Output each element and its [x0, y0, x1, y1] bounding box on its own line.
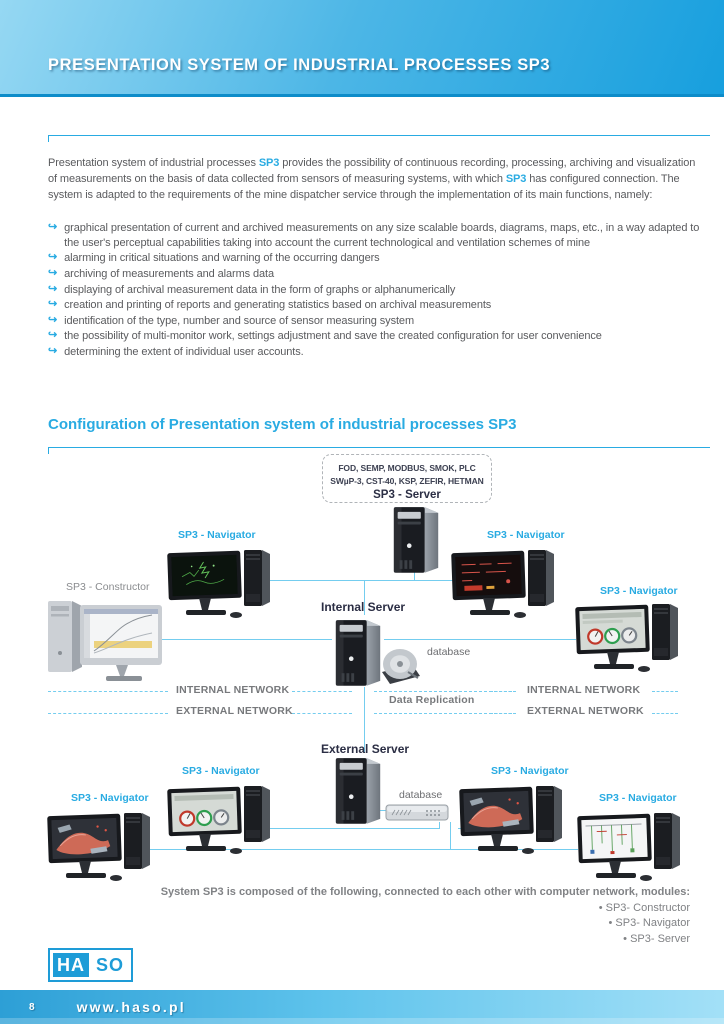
- feature-list: [48, 221, 704, 361]
- protocols-line: SWµP-3, CST-40, KSP, ZEFIR, HETMAN: [330, 475, 484, 486]
- website-link[interactable]: www.haso.pl: [76, 999, 186, 1015]
- haso-logo-right: SO: [92, 953, 128, 977]
- feature-item: [48, 329, 704, 344]
- divider-line-top: [48, 135, 710, 136]
- label-external-network: EXTERNAL NETWORK: [527, 705, 644, 717]
- arrow-bullet-icon: ↪: [48, 329, 58, 342]
- arrow-bullet-icon: ↪: [48, 266, 58, 279]
- network-dashed-line: [652, 691, 678, 692]
- footer-bar: [0, 990, 724, 1024]
- server-tower-graphic: [388, 502, 444, 574]
- feature-item: [48, 267, 704, 282]
- protocols-server-label: SP3 - Server: [373, 488, 441, 501]
- navigator-workstation-graphic: [458, 778, 568, 860]
- label-external-network: EXTERNAL NETWORK: [176, 705, 293, 717]
- feature-item: [48, 251, 704, 266]
- network-dashed-line: [48, 713, 168, 714]
- hard-disk-icon: [378, 642, 424, 686]
- haso-logo-left: HA: [53, 953, 89, 977]
- feature-item: [48, 314, 704, 329]
- page-header: [0, 0, 724, 97]
- protocols-line: FOD, SEMP, MODBUS, SMOK, PLC: [338, 463, 476, 473]
- network-dashed-line: [292, 713, 352, 714]
- intro-text: Presentation system of industrial processes: [48, 157, 259, 169]
- navigator-workstation-graphic: [450, 542, 560, 624]
- network-dashed-line: [490, 691, 516, 692]
- page-title: PRESENTATION SYSTEM OF INDUSTRIAL PROCESSES SP3: [48, 56, 551, 74]
- label-sp3-navigator: SP3 - Navigator: [487, 529, 565, 541]
- server-tower-graphic: [330, 753, 386, 825]
- connector-line: [150, 639, 332, 640]
- section-heading: Configuration of Presentation system of industrial processes SP3: [48, 416, 517, 433]
- navigator-workstation-graphic: [574, 596, 684, 678]
- feature-item: [48, 345, 704, 360]
- navigator-workstation-graphic: [46, 805, 156, 887]
- feature-text: determining the extent of individual user accounts.: [64, 346, 304, 358]
- label-external-server: External Server: [321, 742, 410, 756]
- feature-text: creation and printing of reports and generating statistics based on archival measurements: [64, 299, 492, 312]
- feature-text: displaying of archival measurement data in the form of graphs or alphanumerically: [64, 283, 456, 296]
- protocols-box: [322, 454, 492, 503]
- label-internal-server: Internal Server: [321, 600, 406, 614]
- network-diagram: [0, 450, 724, 888]
- navigator-workstation-graphic: [166, 778, 276, 860]
- sp3-highlight: SP3: [505, 172, 527, 185]
- feature-text: graphical presentation of current and archived measurements on any size scalable boards, diagrams, maps, etc., in a way adapted to the user's perceptual capabilities taking into account the current technological and ventilation schemes of mine: [64, 222, 700, 249]
- arrow-bullet-icon: ↪: [48, 282, 58, 295]
- network-dashed-line: [652, 713, 678, 714]
- label-sp3-navigator: SP3 - Navigator: [71, 792, 149, 804]
- label-sp3-navigator: SP3 - Navigator: [178, 529, 256, 541]
- connector-line: [268, 828, 440, 829]
- composition-heading: System SP3 is composed of the following, connected to each other with computer network, modules:: [160, 886, 690, 898]
- feature-text: alarming in critical situations and warning of the occurring dangers: [64, 252, 380, 265]
- database-rack-icon: [385, 802, 449, 824]
- label-data-replication: Data Replication: [389, 694, 475, 706]
- label-sp3-navigator: SP3 - Navigator: [600, 585, 678, 597]
- connector-line: [384, 639, 576, 640]
- label-sp3-navigator: SP3 - Navigator: [491, 765, 569, 777]
- arrow-bullet-icon: ↪: [48, 345, 58, 357]
- haso-logo: [48, 948, 133, 982]
- arrow-bullet-icon: ↪: [48, 221, 58, 233]
- intro-text: provides the possibility of continuous recording, processing, archiving and visualization of measurements on the basis of data collected from sensors of measuring systems, with which: [48, 157, 696, 185]
- arrow-bullet-icon: ↪: [48, 251, 58, 264]
- feature-text: the possibility of multi-monitor work, settings adjustment and save the created configuration for user convenience: [64, 330, 602, 343]
- page-number: 8: [29, 1001, 35, 1013]
- feature-item: [48, 298, 704, 313]
- connector-line: [252, 580, 462, 581]
- composition-note: [161, 886, 690, 947]
- sp3-highlight: SP3: [258, 157, 280, 169]
- arrow-bullet-icon: ↪: [48, 313, 58, 326]
- intro-text: has configured connection. The system is adapted to the requirements of the mine dispatcher service through the implementation of its main functions, namely:: [48, 172, 680, 201]
- label-database: database: [399, 789, 443, 801]
- label-sp3-navigator: SP3 - Navigator: [599, 792, 677, 804]
- arrow-bullet-icon: ↪: [48, 298, 58, 311]
- navigator-workstation-graphic: [576, 805, 686, 887]
- feature-text: archiving of measurements and alarms data: [64, 267, 275, 280]
- label-internal-network: INTERNAL NETWORK: [176, 684, 290, 696]
- network-dashed-line: [48, 691, 168, 692]
- network-dashed-line: [292, 691, 352, 692]
- label-sp3-constructor: SP3 - Constructor: [66, 581, 150, 593]
- label-sp3-navigator: SP3 - Navigator: [182, 765, 260, 777]
- connector-line: [450, 822, 451, 850]
- feature-item: [48, 283, 704, 298]
- intro-paragraph: [48, 156, 698, 204]
- label-database: database: [427, 646, 471, 658]
- navigator-workstation-graphic: [166, 542, 276, 624]
- feature-item: [48, 221, 704, 250]
- network-dashed-line: [490, 713, 516, 714]
- feature-text: identification of the type, number and source of sensor measuring system: [64, 314, 415, 327]
- composition-module: • SP3- Server: [623, 932, 690, 945]
- divider-line-section: [48, 447, 710, 448]
- composition-module: • SP3- Constructor: [598, 902, 690, 914]
- label-internal-network: INTERNAL NETWORK: [527, 684, 641, 696]
- composition-module: • SP3- Navigator: [608, 917, 690, 930]
- constructor-workstation-graphic: [44, 593, 164, 688]
